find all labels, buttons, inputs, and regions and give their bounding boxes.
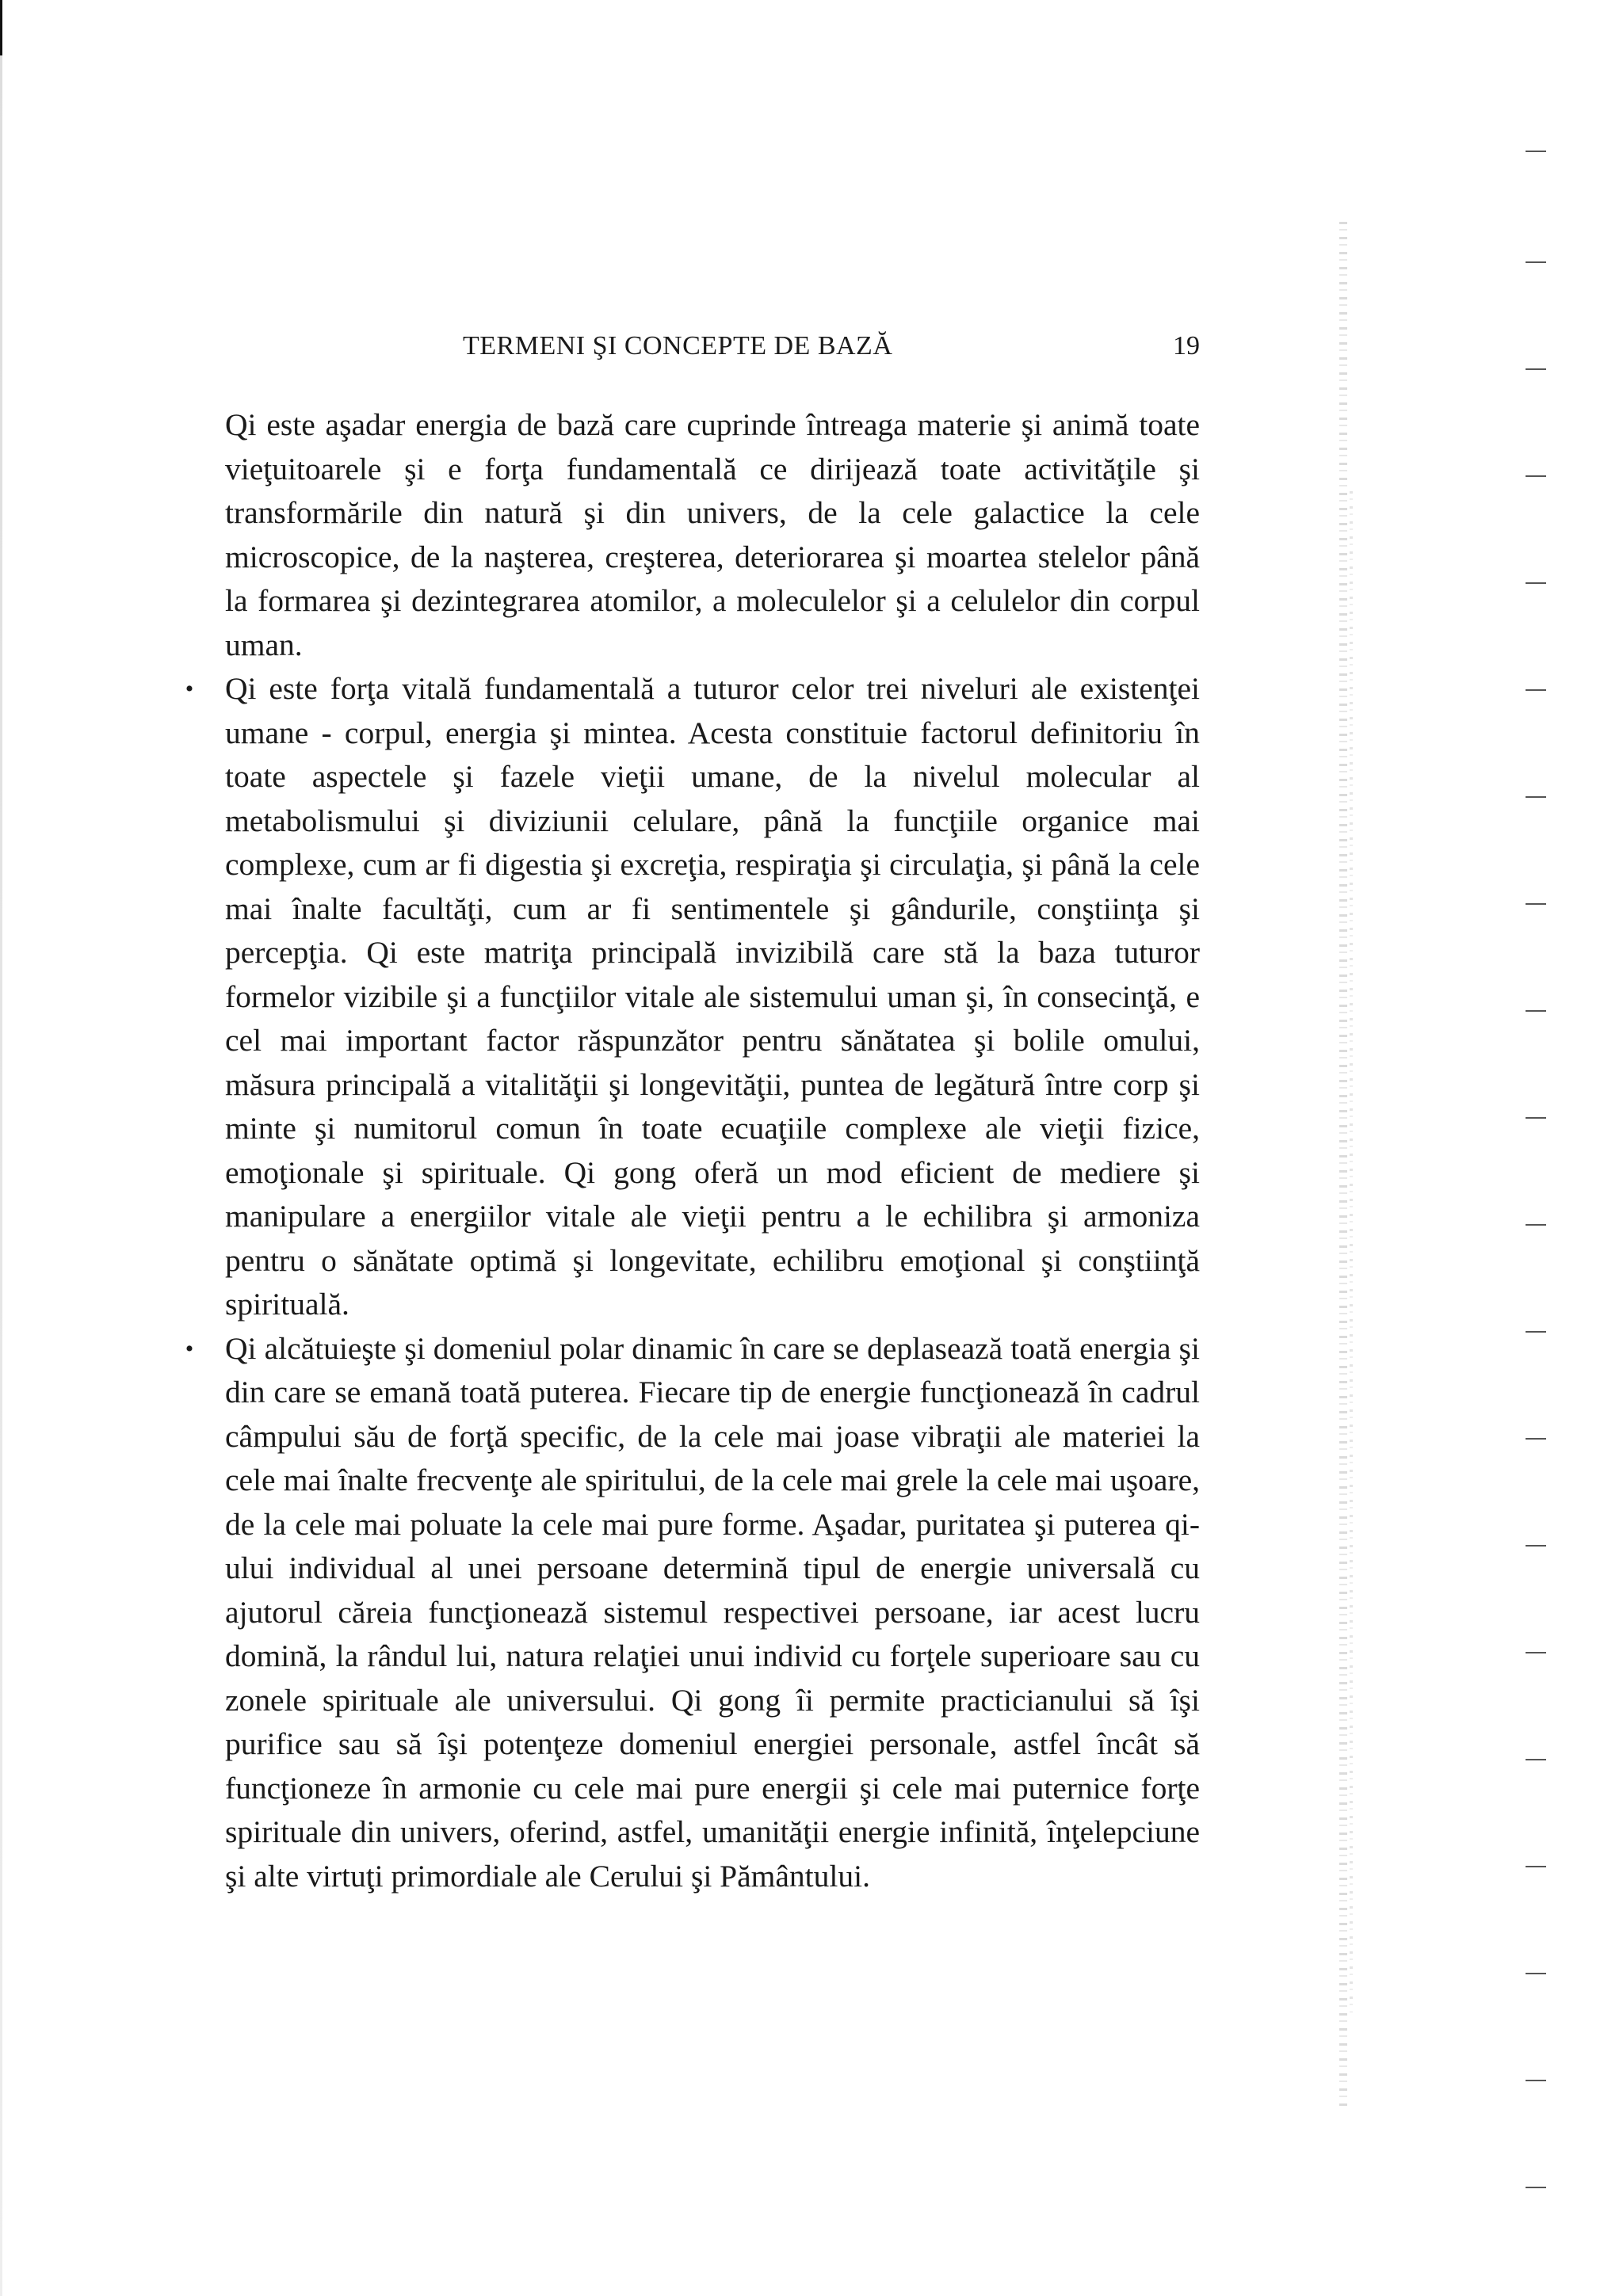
- scan-gutter-shadow: [1350, 491, 1353, 2012]
- margin-mark: [1526, 1759, 1546, 1760]
- page-number: 19: [1173, 331, 1200, 360]
- margin-mark: [1526, 903, 1546, 905]
- scan-edge: [0, 0, 2, 2296]
- bullet-paragraph: [185, 667, 1208, 1327]
- paragraph-text: Qi este aşadar energia de bază care cuprinde întreaga materie şi animă toate vieţuitoarele şi e forţa fundamentală ce dirijează toate activităţile şi transformările din natură şi din univers, de la cele galactice la cele microscopice, de la naşterea, creşterea, deteriorarea şi moartea stelelor până la formarea şi dezintegrarea atomilor, a moleculelor şi a celulelor din corpul uman.: [225, 407, 1208, 662]
- bullet-marker: •: [185, 1335, 194, 1362]
- bullet-marker: •: [185, 676, 194, 702]
- margin-mark: [1526, 1010, 1546, 1012]
- margin-mark: [1526, 475, 1546, 477]
- bullet-paragraph: [185, 1327, 1208, 1899]
- margin-mark: [1526, 151, 1546, 152]
- margin-mark: [1526, 1652, 1546, 1653]
- margin-mark: [1526, 796, 1546, 798]
- paragraph-text: Qi este forţa vitală fundamentală a tuturor celor trei niveluri ale existenţei umane - corpul, energia şi mintea. Acesta constituie factorul definitoriu în toate aspectele şi fazele vieţii umane, de la nivelul molecular al metabolismului şi diviziunii celulare, până la funcţiile organice mai complexe, cum ar fi digestia şi excreţia, respiraţia şi circulaţia, şi până la cele mai înalte facultăţi, cum ar fi sentimentele şi gândurile, conştiinţa şi percepţia. Qi este matriţa principală invizibilă care stă la baza tuturor formelor vizibile şi a funcţiilor vitale ale sistemului uman şi, în consecinţă, e cel mai important factor răspunzător pentru sănătatea şi bolile omului, măsura principală a vitalităţii şi longevităţii, puntea de legătură între corp şi minte şi numitorul comun în toate ecuaţiile complexe ale vieţii fizice, emoţionale şi spirituale. Qi gong oferă un mod eficient de mediere şi manipulare a energiilor vitale ale vieţii pentru a le echilibra şi armoniza pentru o sănătate optimă şi longevitate, echilibru emoţional şi conştiinţă spirituală.: [225, 671, 1208, 1322]
- margin-mark: [1526, 1331, 1546, 1333]
- scan-gutter-shadow: [1339, 222, 1347, 2107]
- page-header: [225, 331, 1200, 371]
- margin-mark: [1526, 261, 1546, 263]
- body-text: [185, 403, 1208, 1898]
- margin-mark: [1526, 2187, 1546, 2188]
- margin-mark: [1526, 689, 1546, 691]
- running-title: TERMENI ŞI CONCEPTE DE BAZĂ: [463, 331, 893, 360]
- margin-mark: [1526, 368, 1546, 370]
- margin-mark: [1526, 582, 1546, 584]
- paragraph: [225, 403, 1208, 667]
- margin-mark: [1526, 1438, 1546, 1440]
- paragraph-text: Qi alcătuieşte şi domeniul polar dinamic în care se deplasează toată energia şi din care se emană toată puterea. Fiecare tip de energie funcţionează în cadrul câmpului său de forţă specific, de la cele mai joase vibraţii ale materiei la cele mai înalte frecvenţe ale spiritului, de la cele mai grele la cele mai uşoare, de la cele mai poluate la cele mai pure forme. Aşadar, puritatea şi puterea qi-ului individual al unei persoane determină tipul de energie universală cu ajutorul căreia funcţionează sistemul respectivei persoane, iar acest lucru domină, la rândul lui, natura relaţiei unui individ cu forţele superioare sau cu zonele spirituale ale universului. Qi gong îi permite practicianului să îşi purifice sau să îşi potenţeze domeniul energiei personale, astfel încât să funcţioneze în armonie cu cele mai pure energii şi cele mai puternice forţe spirituale din univers, oferind, astfel, umanităţii energie infinită, înţelepciune şi alte virtuţi primordiale ale Cerului şi Pământului.: [225, 1330, 1208, 1894]
- margin-mark: [1526, 2080, 1546, 2081]
- margin-mark: [1526, 1117, 1546, 1119]
- margin-mark: [1526, 1973, 1546, 1974]
- margin-mark: [1526, 1224, 1546, 1226]
- margin-mark: [1526, 1545, 1546, 1547]
- margin-mark: [1526, 1866, 1546, 1867]
- scan-margin-marks: [1526, 32, 1557, 2266]
